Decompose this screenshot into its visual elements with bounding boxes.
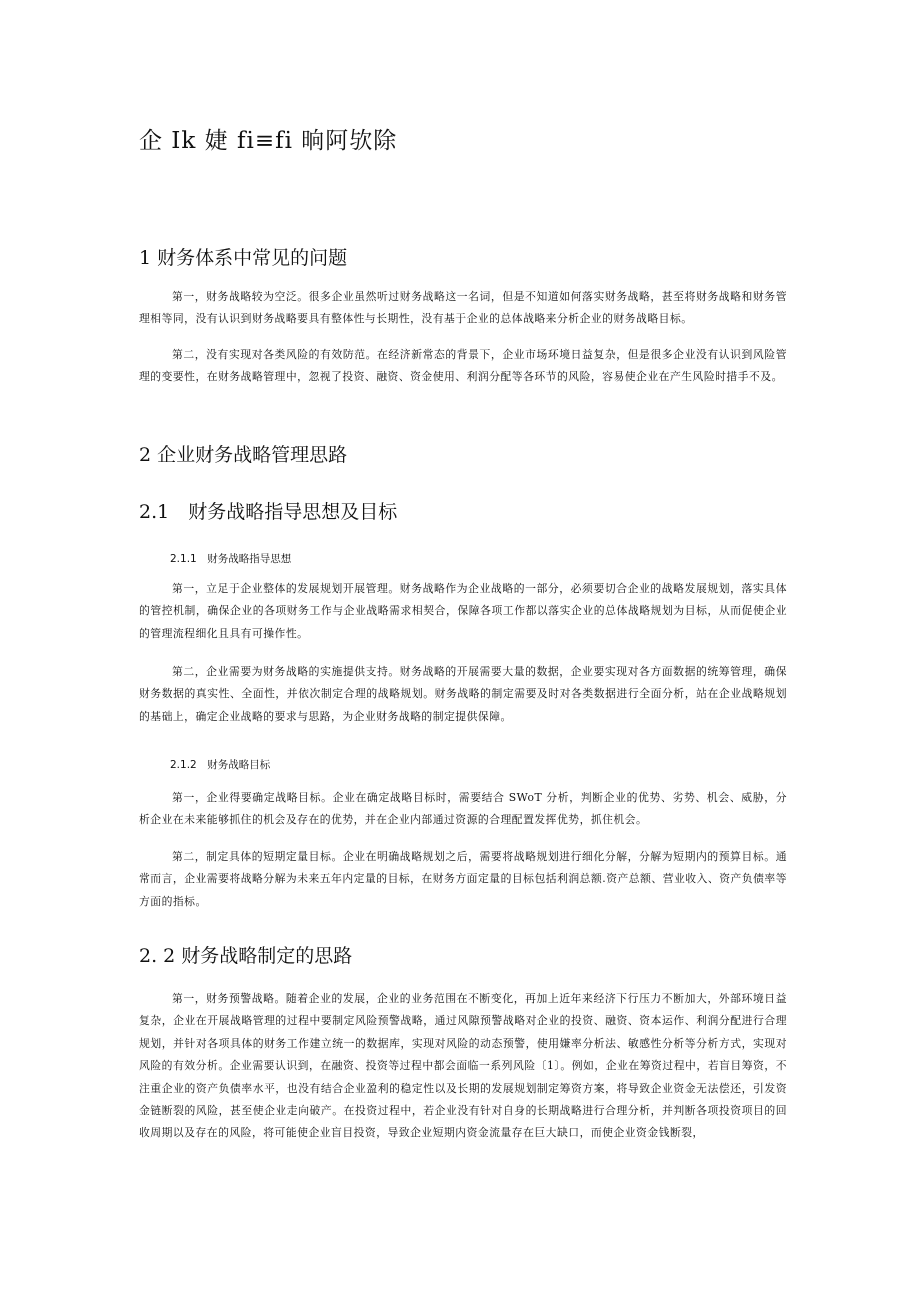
section-2-2-paragraph-1: 第一，财务预警战略。随着企业的发展，企业的业务范围在不断变化，再加上近年来经济下行压力不断加大，外部环境日益复杂，企业在开展战略管理的过程中要制定风险预警战略，通过风隙预警战略对企业的投资、融资、资本运作、利润分配进行合理规划，并针对各项具体的财务工作建立统一的数据库，实现对风险的动态预警，使用嫌率分析法、敏感性分析等分析方式，实现对风险的有效分析。企业需要认识到，在融资、投资等过程中都会面临一系列风险〔1〕。例如，企业在筹资过程中，若盲目筹资，不注重企业的资产负债率水平，也没有结合企业盈利的稳定性以及长期的发展规划制定筹资方案，将导致企业资金无法偿还，引发资金链断裂的风险，甚至使企业走向破产。在投资过程中，若企业没有针对自身的长期战略进行合理分析，并判断各项投资项目的回收周期以及存在的风险，将可能使企业盲目投资，导致企业短期内资金流量存在巨大缺口，而使企业资金钱断裂， bbox=[139, 992, 787, 1140]
section-2-2-heading: 2. 2 财务战略制定的思路 bbox=[139, 945, 353, 967]
section-2-1-2-paragraph-2: 第二，制定具体的短期定量目标。企业在明确战略规划之后，需要将战略规划进行细化分解，分解为短期内的预算目标。通常而言，企业需要将战略分解为未来五年内定量的目标，在财务方面定量的目标包括利润总额.资产总额、营业收入、资产负债率等方面的指标。 bbox=[139, 850, 787, 908]
section-2-1-2-heading: 2.1.2 财务战略目标 bbox=[170, 759, 271, 771]
section-2-1-1-heading: 2.1.1 财务战略指导思想 bbox=[170, 553, 292, 565]
section-2-1-1-paragraph-2: 第二，企业需要为财务战略的实施提供支持。财务战略的开展需要大量的数据，企业要实现对各方面数据的统筹管理，确保财务数据的真实性、全面性，并依次制定合理的战略规划。财务战略的制定需要及时对各类数据进行全面分析，站在企业战略规划的基础上，确定企业战略的要求与思路，为企业财务战略的制定提供保障。 bbox=[139, 665, 787, 723]
section-2-1-1-paragraph-1: 第一，立足于企业整体的发展规划开展管理。财务战略作为企业战略的一部分，必须要切合企业的战略发展规划，落实具体的管控机制，确保企业的各项财务工作与企业战略需求相契合，保障各项工作都以落实企业的总体战略规划为目标，从而促使企业的管理流程细化且具有可操作性。 bbox=[139, 582, 787, 640]
section-2-1-heading: 2.1 财务战略指导思想及目标 bbox=[139, 501, 398, 523]
section-2-heading: 2 企业财务战略管理思路 bbox=[139, 444, 348, 466]
section-1-heading: 1 财务体系中常见的问题 bbox=[139, 247, 348, 269]
document-title: 企 Ik 婕 fi≡fi 晌阿欤除 bbox=[139, 128, 398, 154]
section-2-1-2-paragraph-1: 第一，企业得要确定战略目标。企业在确定战略目标时，需要结合 SWoT 分析，判断企业的优势、劣势、机会、威胁，分析企业在未来能够抓住的机会及存在的优势，并在企业内部通过资源的合理配置发挥优势，抓住机会。 bbox=[139, 791, 787, 827]
section-1-paragraph-1: 第一，财务战略较为空泛。很多企业虽然听过财务战略这一名词，但是不知道如何落实财务战略，甚至将财务战略和财务管理相等同，没有认识到财务战略要具有整体性与长期性，没有基于企业的总体战略来分析企业的财务战略目标。 bbox=[139, 290, 787, 326]
section-1-paragraph-2: 第二，没有实现对各类风险的有效防范。在经济新常态的背景下，企业市场环境日益复杂，但是很多企业没有认识到风险管理的变要性，在财务战略管理中，忽视了投资、融资、资金使用、利润分配等各环节的风险，容易使企业在产生风险时措手不及。 bbox=[139, 348, 787, 384]
